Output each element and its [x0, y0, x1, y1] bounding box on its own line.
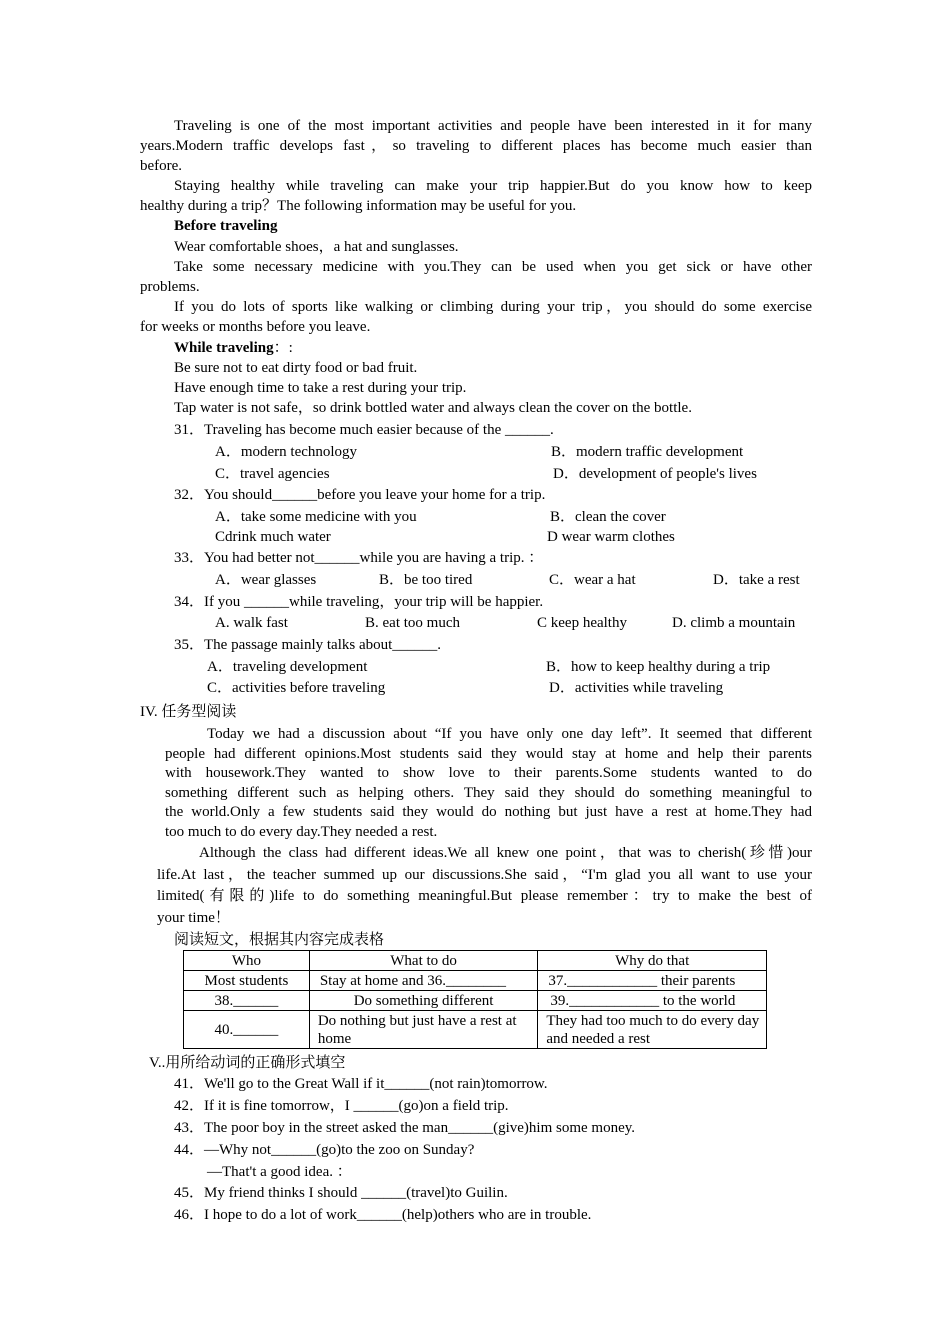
q33-option-d: D．take a rest [713, 572, 800, 588]
text-line: Tap water is not safe，so drink bottled water and always clean the cover on the bottle. [174, 400, 692, 416]
table-row [184, 1011, 767, 1049]
q32-option-b: B．clean the cover [550, 509, 666, 525]
question-34-stem: 34．If you ______while traveling，your trip will be happier. [174, 594, 544, 610]
while-traveling-heading: While traveling：: [174, 340, 293, 356]
question-35-stem: 35．The passage mainly talks about______. [174, 637, 442, 653]
question-46: 46．I hope to do a lot of work______(help)others who are in trouble. [174, 1207, 592, 1223]
text-line: something different such as helping others. They said they should do something meaningful to [165, 784, 812, 801]
q33-option-a: A．wear glasses [215, 572, 317, 588]
question-42: 42．If it is fine tomorrow，I ______(go)on a field trip. [174, 1098, 509, 1114]
text-line: Be sure not to eat dirty food or bad fruit. [174, 360, 418, 376]
text-line: Today we had a discussion about “If you have only one day left”. It seemed that different [207, 726, 812, 742]
q35-option-b: B．how to keep healthy during a trip [546, 659, 771, 675]
q32-option-d: D wear warm clothes [547, 529, 675, 545]
q31-option-d: D．development of people's lives [553, 466, 757, 482]
text-line: limited(有限的)life to do something meaningful.But please remember：try to make the best of [157, 888, 812, 904]
text-line: Have enough time to take a rest during your trip. [174, 380, 467, 396]
q35-option-c: C．activities before traveling [207, 680, 386, 696]
text-line: Take some necessary medicine with you.They can be used when you get sick or have other [174, 259, 812, 275]
text-line: for weeks or months before you leave. [140, 319, 371, 335]
text-line: years.Modern traffic develops fast，so traveling to different places has become much easier than [140, 138, 812, 154]
text-line: Staying healthy while traveling can make your trip happier.But do you know how to keep [174, 178, 812, 194]
q34-option-b: B. eat too much [365, 615, 460, 631]
section-4-paragraph-1 [165, 725, 812, 842]
q31-option-a: A．modern technology [215, 444, 358, 460]
question-41: 41．We'll go to the Great Wall if it______(not rain)tomorrow. [174, 1076, 548, 1092]
table-header-row [184, 951, 767, 971]
table-row [184, 971, 767, 991]
table-cell: 37.____________ their parents [538, 971, 767, 991]
q34-option-a: A. walk fast [215, 615, 288, 631]
q35-option-d: D．activities while traveling [549, 680, 724, 696]
text-line: healthy during a trip？The following information may be useful for you. [140, 198, 577, 214]
table-cell: Most students [184, 971, 310, 991]
before-item-exercise [140, 297, 812, 337]
before-traveling-heading: Before traveling [174, 218, 278, 234]
question-43: 43．The poor boy in the street asked the man______(give)him some money. [174, 1120, 636, 1136]
task-table [183, 950, 767, 1049]
table-cell: 38.______ [184, 991, 310, 1011]
text-line: problems. [140, 279, 200, 295]
text-line: people had different opinions.Most students said they would stay at home and help their parents [165, 745, 812, 762]
text-line: Traveling is one of the most important activities and people have been interested in it for many [174, 118, 812, 134]
question-45: 45．My friend thinks I should ______(travel)to Guilin. [174, 1185, 508, 1201]
question-33-stem: 33．You had better not______while you are having a trip. ： [174, 550, 544, 566]
q32-option-c: Cdrink much water [215, 529, 331, 545]
before-item-medicine [140, 257, 812, 297]
text-line: If you do lots of sports like walking or climbing during your trip，you should do some exercise [174, 299, 812, 315]
table-header-cell: Who [184, 951, 310, 971]
section-4-paragraph-2 [157, 843, 812, 929]
question-32-stem: 32．You should______before you leave your home for a trip. [174, 487, 546, 503]
text-line: Although the class had different ideas.We all knew one point，that was to cherish(珍惜)our [199, 845, 812, 861]
table-cell: They had too much to do every day and needed a rest [538, 1011, 767, 1049]
section-4-heading: IV. 任务型阅读 [140, 704, 237, 720]
table-row [184, 991, 767, 1011]
q32-option-a: A．take some medicine with you [215, 509, 417, 525]
q34-option-c: C keep healthy [537, 615, 627, 631]
q31-option-b: B．modern traffic development [551, 444, 744, 460]
text-line: life.At last，the teacher summed up our discussions.She said，“I'm glad you all want to use your [157, 866, 812, 883]
table-header-cell: What to do [309, 951, 538, 971]
q33-option-b: B．be too tired [379, 572, 473, 588]
question-31-stem: 31．Traveling has become much easier because of the ______. [174, 422, 554, 438]
table-cell: Do something different [309, 991, 538, 1011]
question-44-reply: —That't a good idea. ： [207, 1164, 352, 1180]
q31-option-c: C．travel agencies [215, 466, 330, 482]
question-44: 44．—Why not______(go)to the zoo on Sunday? [174, 1142, 475, 1158]
table-cell: 39.____________ to the world [538, 991, 767, 1011]
q33-option-c: C．wear a hat [549, 572, 636, 588]
table-cell: Do nothing but just have a rest at home [309, 1011, 538, 1049]
section-5-heading: V..用所给动词的正确形式填空 [149, 1055, 346, 1071]
table-cell: Stay at home and 36.________ [309, 971, 538, 991]
text-line: with housework.They wanted to show love to their parents.Some students wanted to do [165, 765, 812, 781]
table-cell: 40.______ [184, 1011, 310, 1049]
table-instruction: 阅读短文，根据其内容完成表格 [174, 932, 385, 948]
table-header-cell: Why do that [538, 951, 767, 971]
q35-option-a: A．traveling development [207, 659, 368, 675]
text-line: too much to do every day.They needed a rest. [165, 823, 438, 840]
q34-option-d: D. climb a mountain [672, 615, 796, 631]
passage-paragraph-1 [140, 116, 812, 176]
passage-paragraph-2 [140, 176, 812, 216]
text-line: the world.Only a few students said they would do nothing but just have a rest at home.They had [165, 804, 812, 820]
text-line: your time！ [157, 909, 230, 926]
text-line: Wear comfortable shoes，a hat and sunglasses. [174, 239, 459, 255]
text-line: before. [140, 158, 183, 174]
